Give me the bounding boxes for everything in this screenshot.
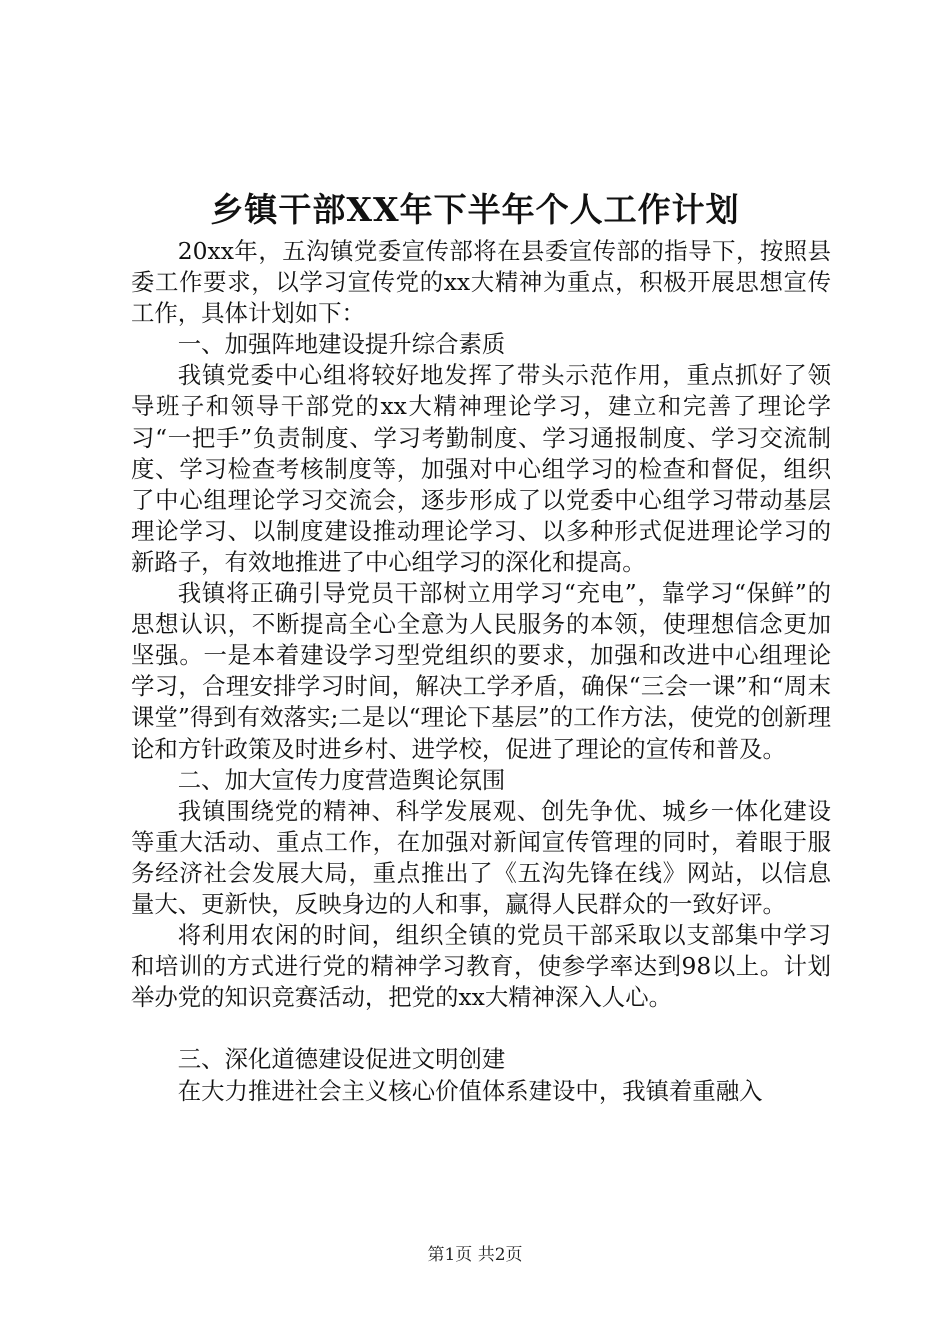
document-body	[131, 236, 831, 1107]
page-footer: 第1页 共2页	[427, 1245, 523, 1265]
section-heading-3: 三、深化道德建设促进文明创建	[177, 1045, 506, 1074]
section-heading-1: 一、加强阵地建设提升综合素质	[177, 330, 506, 359]
body-paragraph: 我镇党委中心组将较好地发挥了带头示范作用，重点抓好了领导班子和领导干部党的xx大精神理论学习，建立和完善了理论学习“一把手”负责制度、学习考勤制度、学习通报制度、学习交流制度、学习检查考核制度等，加强对中心组学习的检查和督促，组织了中心组理论学习交流会，逐步形成了以党委中心组学习带动基层理论学习、以制度建设推动理论学习、以多种形式促进理论学习的新路子，有效地推进了中心组学习的深化和提高。	[131, 361, 831, 576]
blank-line	[131, 1013, 831, 1044]
intro-paragraph: 20xx年，五沟镇党委宣传部将在县委宣传部的指导下，按照县委工作要求，以学习宣传党的xx大精神为重点，积极开展思想宣传工作，具体计划如下：	[131, 237, 831, 328]
body-paragraph: 将利用农闲的时间，组织全镇的党员干部采取以支部集中学习和培训的方式进行党的精神学习教育，使参学率达到98以上。计划举办党的知识竞赛活动，把党的xx大精神深入人心。	[131, 921, 831, 1012]
document-title: 乡镇干部XX年下半年个人工作计划	[210, 190, 740, 229]
section-heading-2: 二、加大宣传力度营造舆论氛围	[177, 765, 506, 794]
body-paragraph: 我镇将正确引导党员干部树立用学习“充电”，靠学习“保鲜”的思想认识，不断提高全心全意为人民服务的本领，使理想信念更加坚强。一是本着建设学习型党组织的要求，加强和改进中心组理论学习，合理安排学习时间，解决工学矛盾，确保“三会一课”和“周末课堂”得到有效落实;二是以“理论下基层”的工作方法，使党的创新理论和方针政策及时进乡村、进学校，促进了理论的宣传和普及。	[131, 579, 831, 763]
body-paragraph: 在大力推进社会主义核心价值体系建设中，我镇着重融入	[177, 1076, 763, 1105]
body-paragraph: 我镇围绕党的精神、科学发展观、创先争优、城乡一体化建设等重大活动、重点工作，在加强对新闻宣传管理的同时，着眼于服务经济社会发展大局，重点推出了《五沟先锋在线》网站，以信息量大、更新快，反映身边的人和事，赢得人民群众的一致好评。	[131, 796, 831, 918]
